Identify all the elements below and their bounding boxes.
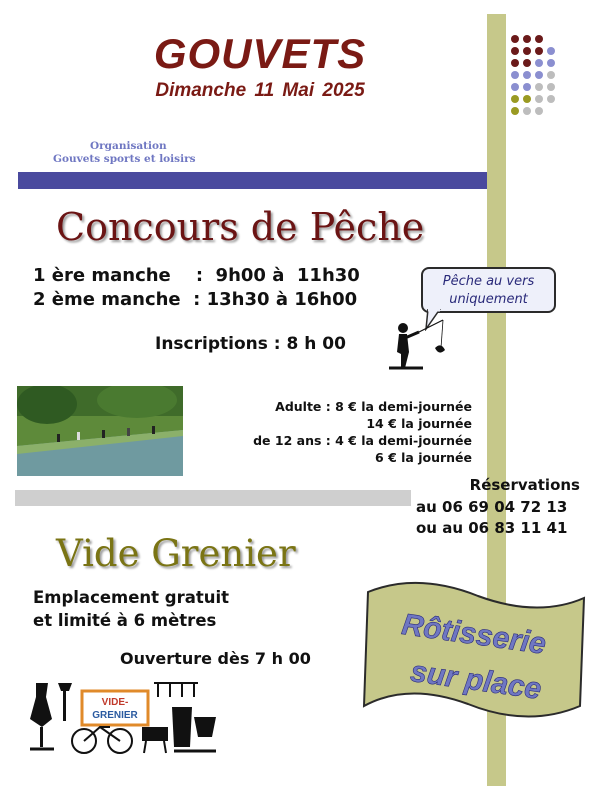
dot bbox=[511, 95, 519, 103]
banner-line-1: Rôtisserie bbox=[399, 608, 549, 661]
dot bbox=[523, 35, 531, 43]
manche-2-schedule: 2 ème manche : 13h30 à 16h00 bbox=[33, 289, 358, 310]
concours-peche-heading: Concours de Pêche bbox=[56, 205, 425, 249]
dot bbox=[535, 83, 543, 91]
dot bbox=[547, 83, 555, 91]
fisherman-icon bbox=[383, 318, 445, 374]
price-adult-full-day: 14 € la journée bbox=[366, 416, 472, 431]
organisation-label: Organisation bbox=[90, 140, 167, 152]
dot bbox=[523, 47, 531, 55]
gray-divider bbox=[15, 490, 411, 506]
ouverture-time: Ouverture dès 7 h 00 bbox=[120, 649, 311, 668]
dot bbox=[511, 71, 519, 79]
emplacement-line-1: Emplacement gratuit bbox=[33, 588, 230, 607]
dot bbox=[523, 71, 531, 79]
price-child-full-day: 6 € la journée bbox=[375, 450, 472, 465]
dot bbox=[523, 83, 531, 91]
dot bbox=[535, 47, 543, 55]
fishing-photo bbox=[17, 386, 183, 476]
dot bbox=[535, 71, 543, 79]
reservation-phone-2: ou au 06 83 11 41 bbox=[416, 519, 568, 537]
event-title: GOUVETS bbox=[153, 30, 367, 77]
blue-divider bbox=[18, 172, 488, 189]
dot bbox=[535, 59, 543, 67]
dot bbox=[547, 47, 555, 55]
price-child-half-day: de 12 ans : 4 € la demi-journée bbox=[253, 433, 472, 448]
dot bbox=[535, 107, 543, 115]
dot bbox=[511, 35, 519, 43]
clip-label-2: GRENIER bbox=[92, 710, 138, 721]
dot bbox=[535, 95, 543, 103]
bubble-line-2: uniquement bbox=[449, 292, 528, 307]
event-date: Dimanche 11 Mai 2025 bbox=[155, 80, 365, 101]
reservation-phone-1: au 06 69 04 72 13 bbox=[416, 498, 568, 516]
clip-label-1: VIDE- bbox=[101, 697, 129, 708]
bubble-line-1: Pêche au vers bbox=[442, 274, 535, 289]
dot bbox=[511, 83, 519, 91]
inscriptions-time: Inscriptions : 8 h 00 bbox=[155, 334, 346, 354]
dot bbox=[511, 59, 519, 67]
banner-line-2: sur place bbox=[408, 654, 544, 707]
dot bbox=[523, 95, 531, 103]
vide-grenier-heading: Vide Grenier bbox=[56, 532, 296, 575]
dot bbox=[547, 71, 555, 79]
rotisserie-banner bbox=[358, 578, 588, 736]
dot-grid-decoration bbox=[508, 32, 568, 124]
dot bbox=[511, 47, 519, 55]
dot bbox=[547, 59, 555, 67]
reservations-title: Réservations bbox=[469, 476, 580, 494]
organisation-name: Gouvets sports et loisirs bbox=[53, 153, 196, 165]
peche-speech-bubble bbox=[421, 267, 556, 313]
vide-grenier-clipart bbox=[22, 677, 220, 759]
emplacement-line-2: et limité à 6 mètres bbox=[33, 611, 217, 630]
dot bbox=[523, 59, 531, 67]
dot bbox=[547, 95, 555, 103]
manche-1-schedule: 1 ère manche : 9h00 à 11h30 bbox=[33, 265, 360, 286]
dot bbox=[523, 107, 531, 115]
dot bbox=[511, 107, 519, 115]
dot bbox=[535, 35, 543, 43]
price-adult-half-day: Adulte : 8 € la demi-journée bbox=[275, 399, 472, 414]
